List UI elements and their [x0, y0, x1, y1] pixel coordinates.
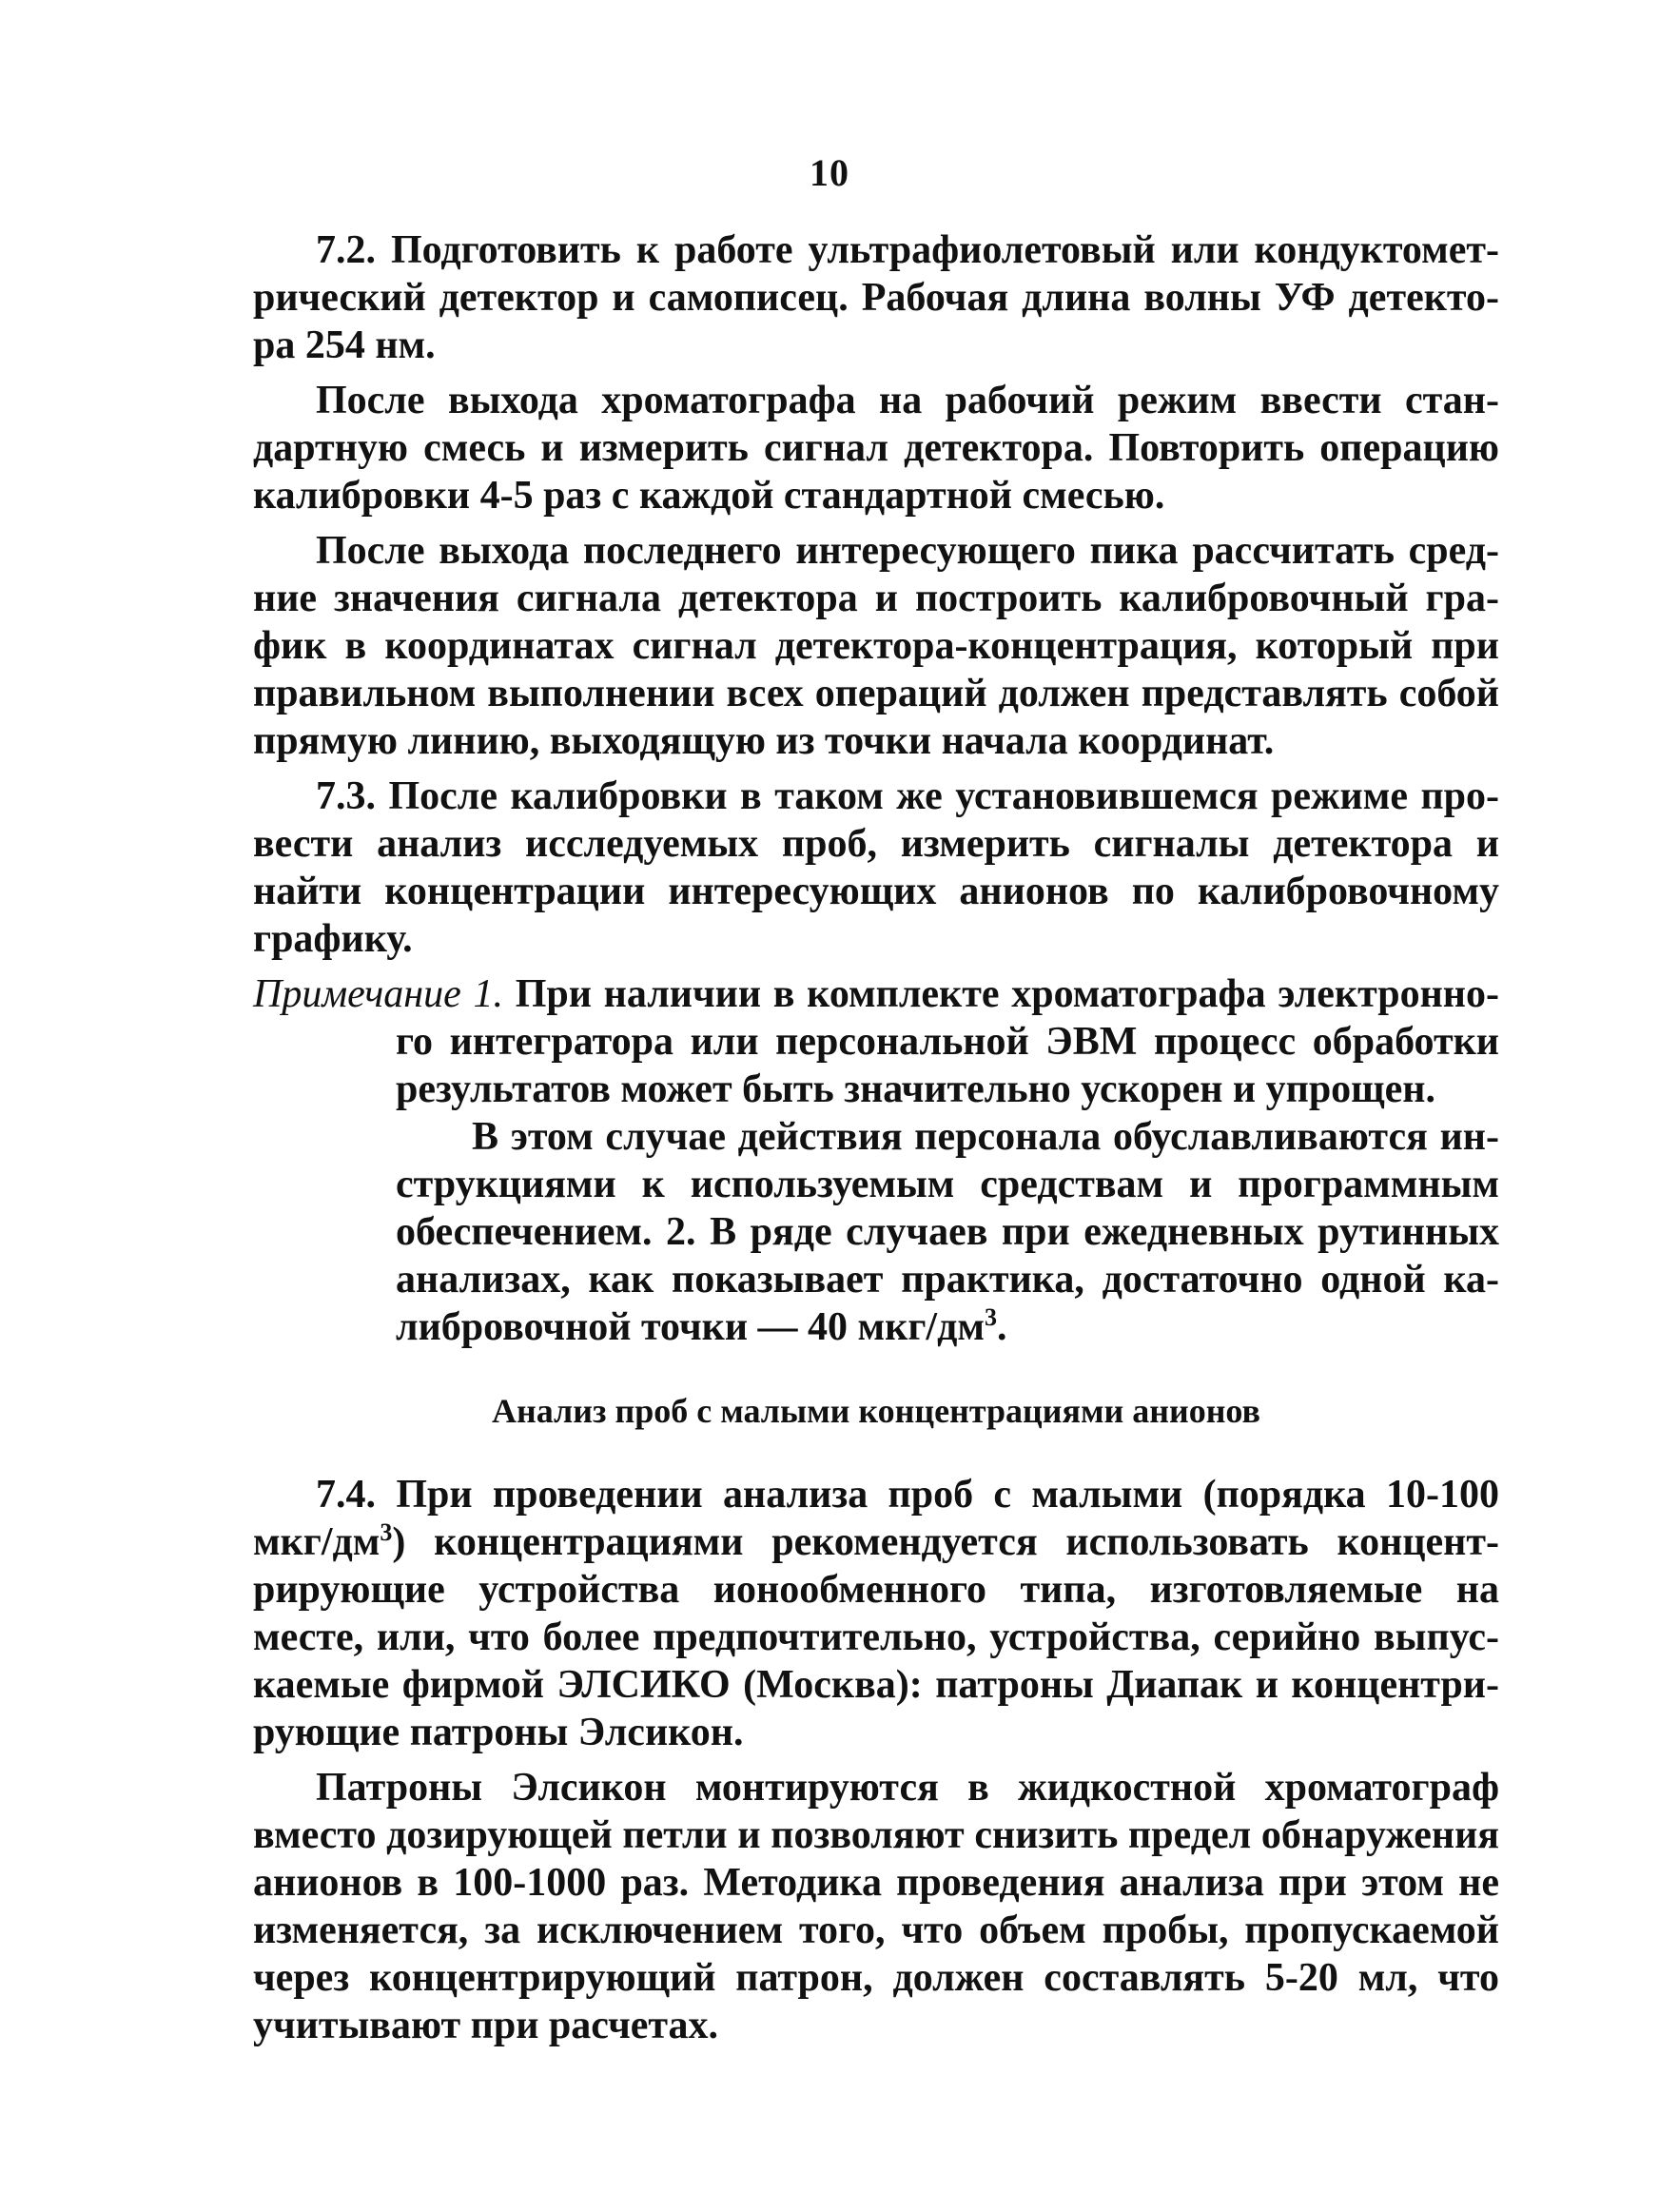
section-heading: Анализ проб с малыми концентрациями анионов — [492, 1392, 1260, 1430]
paragraph-calibration-graph: После выхода последнего интересующего пика рассчитать средние значения сигнала детектора и построить калибровочный график в координатах сигнал детектора-концентрация, который при правильном выполнении всех операций должен представлять собой прямую линию, выходящую из точки начала координат. — [253, 529, 1499, 763]
paragraph-7-3: 7.3. После калибровки в таком же установившемся режиме провести анализ исследуемых проб, измерить сигналы детектора и найти концентрации интересующих анионов по калибровочному графику. — [253, 774, 1499, 961]
page-number: 10 — [810, 151, 849, 194]
note-cont-end: . — [996, 1305, 1007, 1349]
note-1 — [253, 970, 1499, 1113]
p5-sup: 3 — [380, 1518, 393, 1546]
note-cont-sup: 3 — [984, 1303, 997, 1331]
note-label: Примечание 1. — [253, 972, 503, 1016]
p5-before: 7.4. При проведении анализа проб с малыми (порядка 10-100 мкг/дм — [253, 1473, 1499, 1564]
note-continuation — [253, 1113, 1499, 1351]
paragraph-7-2: 7.2. Подготовить к работе ультрафиолетовый или кондуктометрический детектор и самописец. Рабочая длина волны УФ детектора 254 нм. — [253, 228, 1499, 367]
p5-after: ) концентрациями рекомендуется использовать концентрирующие устройства ионообменного типа, изготовляемые на месте, или, что более предпочтительно, устройства, серийно выпускаемые фирмой ЭЛСИКО (Москва): патроны Диапак и концентрирующие патроны Элсикон. — [253, 1520, 1499, 1754]
note-text: При наличии в комплекте хроматографа электронного интегратора или персональной ЭВМ процесс обработки результатов может быть значительно ускорен и упрощен. — [396, 972, 1499, 1111]
note-cont-text: В этом случае действия персонала обуславливаются инструкциями к используемым средствам и программным обеспечением. 2. В ряде случаев при ежедневных рутинных анализах, как показывает практика, достаточно одной калибровочной точки — 40 мкг/дм — [396, 1115, 1499, 1349]
paragraph-calibration: После выхода хроматографа на рабочий режим ввести стандартную смесь и измерить сигнал детектора. Повторить операцию калибровки 4-5 раз с каждой стандартной смесью. — [253, 379, 1499, 518]
paragraph-7-4 — [253, 1471, 1499, 1756]
body-text — [253, 226, 1499, 2057]
paragraph-elsikon: Патроны Элсикон монтируются в жидкостной хроматограф вместо дозирующей петли и позволяют снизить предел обнаружения анионов в 100-1000 раз. Методика проведения анализа при этом не изменяется, за исключением того, что объем пробы, пропускаемой через концентрирующий патрон, должен составлять 5-20 мл, что учитывают при расчетах. — [253, 1766, 1499, 2047]
